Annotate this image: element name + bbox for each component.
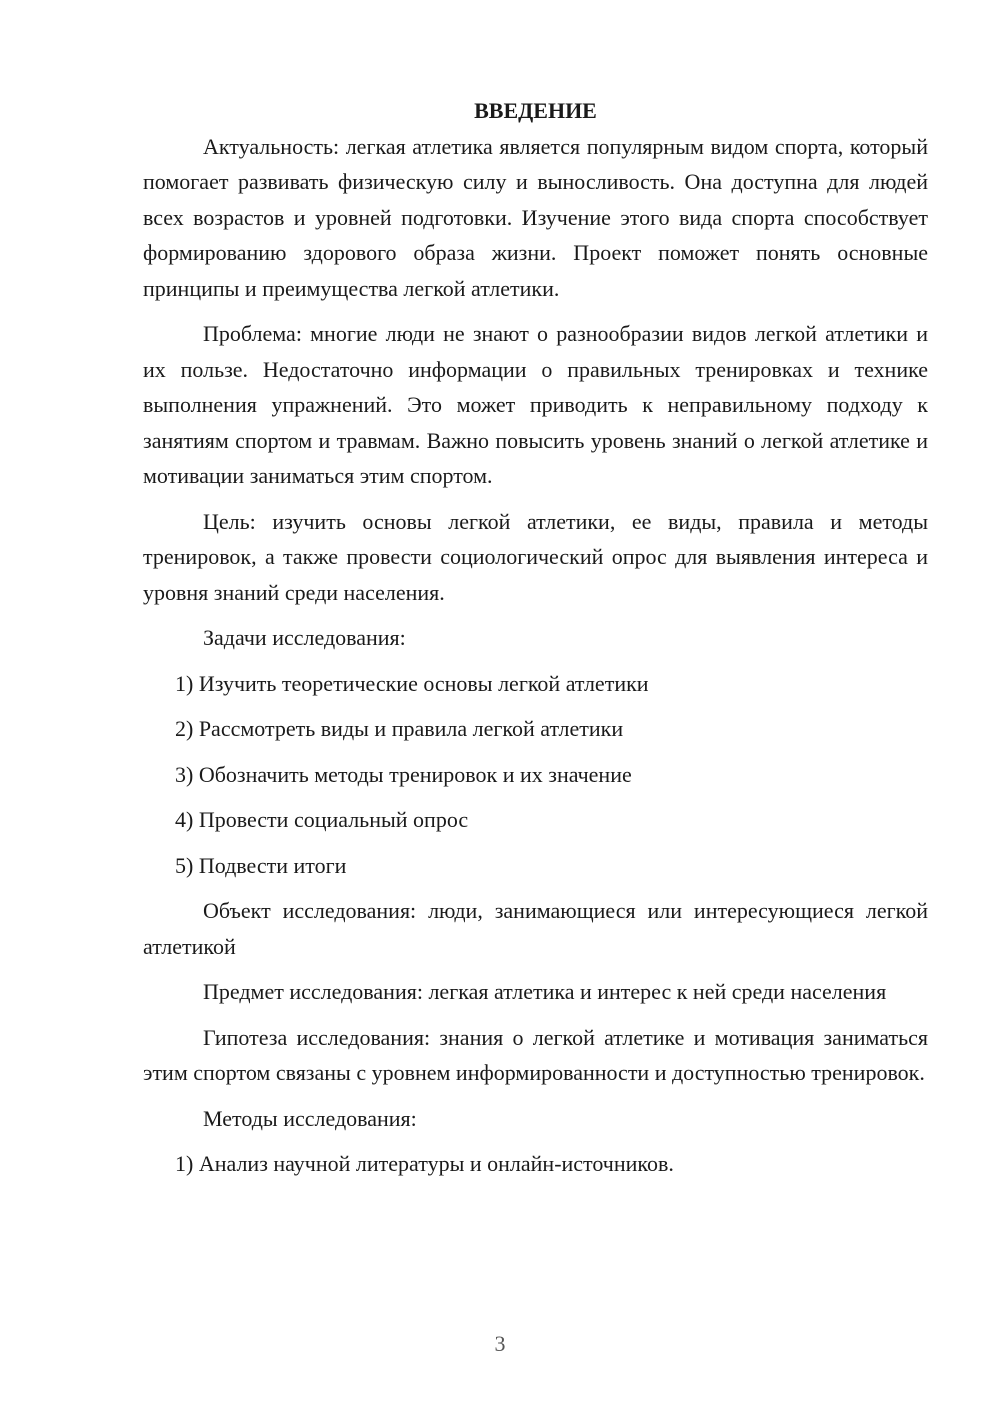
tasks-list <box>143 666 928 884</box>
tasks-label: Задачи исследования: <box>203 625 406 650</box>
goal-paragraph: Цель: изучить основы легкой атлетики, ее виды, правила и методы тренировок, а также провести социологический опрос для выявления интереса и уровня знаний среди населения. <box>143 508 928 605</box>
task-item: 2) Рассмотреть виды и правила легкой атлетики <box>175 716 624 741</box>
problem-paragraph: Проблема: многие люди не знают о разнообразии видов легкой атлетики и их пользе. Недостаточно информации о правильных тренировках и технике выполнения упражнений. Это может приводить к неправильному подходу к занятиям спортом и травмам. Важно повысить уровень знаний о легкой атлетике и мотивации заниматься этим спортом. <box>143 321 928 488</box>
section-heading: ВВЕДЕНИЕ <box>474 98 597 123</box>
object-paragraph: Объект исследования: люди, занимающиеся или интересующиеся легкой атлетикой <box>143 898 928 959</box>
methods-label: Методы исследования: <box>203 1105 417 1131</box>
task-item: 5) Подвести итоги <box>175 852 347 878</box>
relevance-paragraph: Актуальность: легкая атлетика является популярным видом спорта, который помогает развивать физическую силу и выносливость. Она доступна для людей всех возрастов и уровней подготовки. Изучение этого вида спорта способствует формированию здорового образа жизни. Проект поможет понять основные принципы и преимущества легкой атлетики. <box>143 133 928 301</box>
task-item: 3) Обозначить методы тренировок и их значение <box>175 761 632 787</box>
hypothesis-paragraph: Гипотеза исследования: знания о легкой атлетике и мотивация заниматься этим спортом связаны с уровнем информированности и доступностью тренировок. <box>143 1024 928 1085</box>
method-item: 1) Анализ научной литературы и онлайн-источников. <box>175 1151 674 1176</box>
subject-paragraph: Предмет исследования: легкая атлетика и интерес к ней среди населения <box>203 979 887 1004</box>
task-item: 4) Провести социальный опрос <box>175 807 469 832</box>
page-number: 3 <box>494 1331 506 1356</box>
task-item: 1) Изучить теоретические основы легкой атлетики <box>175 670 649 696</box>
methods-list <box>143 1146 928 1182</box>
page-content <box>143 93 928 1192</box>
